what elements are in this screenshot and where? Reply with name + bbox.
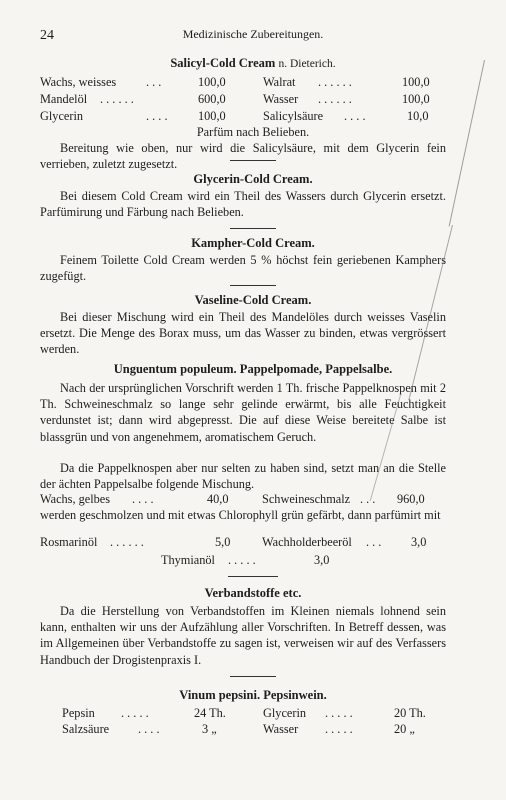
salicyl-title: Salicyl-Cold Cream [170, 56, 276, 70]
recipe-quantity: 24 Th. [194, 706, 226, 720]
page-number: 24 [40, 28, 54, 43]
section-divider [230, 285, 276, 286]
recipe-quantity: 20 „ [394, 722, 415, 736]
recipe-ingredient: Wasser [263, 92, 299, 106]
recipe-quantity: 100,0 [402, 75, 430, 89]
recipe-quantity: 3,0 [411, 535, 427, 549]
running-header: Medizinische Zubereitungen. [182, 27, 324, 41]
unguentum-text-2: Da die Pappelknospen aber nur selten zu haben sind, setzt man an die Stelle der ächten Pappelsalbe folgende Mischung. [40, 461, 446, 492]
recipe-dots: . . . . . . [318, 92, 352, 106]
recipe-ingredient: Mandelöl [40, 92, 88, 106]
recipe-dots: . . . . . [228, 553, 256, 567]
salicyl-note: Parfüm nach Belieben. [196, 125, 310, 139]
recipe-dots: . . . . [344, 109, 366, 123]
recipe-dots: . . . . . . [318, 75, 352, 89]
recipe-ingredient: Glycerin [263, 706, 307, 720]
unguentum-text-1: Nach der ursprünglichen Vorschrift werden 1 Th. frische Pappelknospen mit 2 Th. Schweineschmalz so lange sehr gelinde erwärmt, bis alle Feuchtigkeit verdunstet ist; dann wird abgepresst. Die auf diese Weise bereitete Salbe ist blassgrün und von angenehmem, aromatischem Geruch. [40, 381, 446, 444]
recipe-quantity: 100,0 [402, 92, 430, 106]
section-title-verband: Verbandstoffe etc. [204, 586, 302, 600]
recipe-quantity: 960,0 [397, 492, 425, 506]
recipe-dots: . . . . . [325, 706, 353, 720]
verband-text: Da die Herstellung von Verbandstoffen im Kleinen niemals lohnend sein kann, enthalten wir uns der Aufzählung aller Vorschriften. In Betreff dessen, was im Allgemeinen über Verbandstoffe zu sagen ist, verweisen wir auf des Verfassers Handbuch der Drogistenpraxis I. [40, 604, 446, 667]
salicyl-attribution: n. Dieterich. [278, 58, 336, 70]
recipe-quantity: 5,0 [215, 535, 231, 549]
section-title-glycerin: Glycerin-Cold Cream. [193, 172, 313, 186]
recipe-dots: . . . . . [325, 722, 353, 736]
recipe-ingredient: Walrat [263, 75, 296, 89]
recipe-ingredient: Wachholderbeeröl [262, 535, 352, 549]
unguentum-text-3: werden geschmolzen und mit etwas Chlorophyll grün gefärbt, dann parfümirt mit [40, 508, 441, 522]
recipe-ingredient: Glycerin [40, 109, 84, 123]
section-title-vinum: Vinum pepsini. Pepsinwein. [179, 688, 327, 702]
section-title-unguentum: Unguentum populeum. Pappelpomade, Pappelsalbe. [113, 362, 393, 376]
section-title-vaseline: Vaseline-Cold Cream. [194, 293, 312, 307]
section-title-kampher: Kampher-Cold Cream. [191, 236, 315, 250]
recipe-ingredient: Pepsin [62, 706, 95, 720]
recipe-dots: . . . . . [121, 706, 149, 720]
recipe-ingredient: Wasser [263, 722, 299, 736]
section-divider [230, 160, 276, 161]
section-divider [230, 676, 276, 677]
recipe-quantity: 100,0 [198, 109, 226, 123]
recipe-dots: . . . [146, 75, 162, 89]
recipe-quantity: 3 „ [202, 722, 217, 736]
recipe-dots: . . . . . . [100, 92, 134, 106]
section-title-salicyl [0, 56, 506, 71]
recipe-dots: . . . . . . [110, 535, 144, 549]
recipe-quantity: 20 Th. [394, 706, 426, 720]
section-divider [228, 576, 278, 577]
recipe-quantity: 600,0 [198, 92, 226, 106]
recipe-dots: . . . . [146, 109, 168, 123]
recipe-ingredient: Thymianöl [161, 553, 215, 567]
recipe-quantity: 40,0 [207, 492, 229, 506]
recipe-dots: . . . [360, 492, 376, 506]
recipe-ingredient: Salzsäure [62, 722, 110, 736]
recipe-dots: . . . [366, 535, 382, 549]
recipe-ingredient: Salicylsäure [263, 109, 324, 123]
recipe-ingredient: Rosmarinöl [40, 535, 98, 549]
salicyl-text: Bereitung wie oben, nur wird die Salicylsäure, mit dem Glycerin fein verrieben, zuletzt zugesetzt. [40, 141, 446, 172]
glycerin-text: Bei diesem Cold Cream wird ein Theil des Wassers durch Glycerin ersetzt. Parfümirung und Färbung nach Belieben. [40, 189, 446, 220]
vaseline-text: Bei dieser Mischung wird ein Theil des Mandelöles durch weisses Vaselin ersetzt. Die Menge des Borax muss, um das Wasser zu binden, etwas vergrössert werden. [40, 310, 446, 357]
recipe-ingredient: Schweineschmalz [262, 492, 351, 506]
recipe-quantity: 100,0 [198, 75, 226, 89]
recipe-dots: . . . . [138, 722, 160, 736]
kampher-text: Feinem Toilette Cold Cream werden 5 % höchst fein geriebenen Kamphers zugefügt. [40, 253, 446, 284]
recipe-ingredient: Wachs, gelbes [40, 492, 111, 506]
recipe-dots: . . . . [132, 492, 154, 506]
recipe-quantity: 10,0 [407, 109, 429, 123]
recipe-quantity: 3,0 [314, 553, 330, 567]
pencil-mark [449, 60, 485, 226]
section-divider [230, 228, 276, 229]
recipe-ingredient: Wachs, weisses [40, 75, 117, 89]
